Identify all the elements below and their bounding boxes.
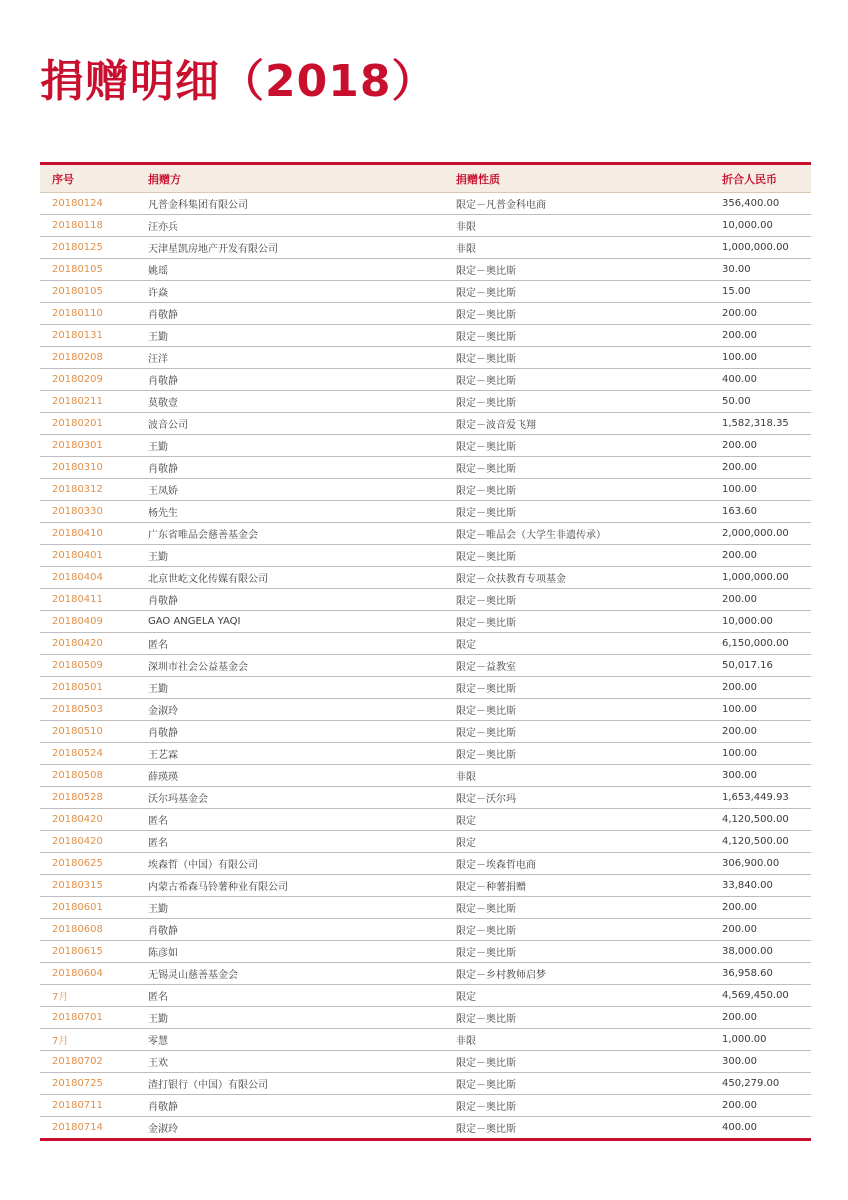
table-row	[40, 259, 811, 281]
cell-donor: 王欢	[136, 1051, 444, 1073]
cell-nature: 限定－奥比斯	[444, 479, 710, 501]
cell-nature: 限定	[444, 633, 710, 655]
table-row	[40, 985, 811, 1007]
cell-amount: 4,120,500.00	[710, 831, 811, 853]
table-row	[40, 1051, 811, 1073]
cell-donor: 王艺霖	[136, 743, 444, 765]
cell-amount: 33,840.00	[710, 875, 811, 897]
cell-donor: 王勤	[136, 897, 444, 919]
table-row	[40, 1073, 811, 1095]
cell-nature: 限定－奥比斯	[444, 303, 710, 325]
cell-serial: 20180501	[40, 677, 136, 699]
cell-amount: 200.00	[710, 303, 811, 325]
table-row	[40, 743, 811, 765]
cell-nature: 限定－奥比斯	[444, 347, 710, 369]
cell-serial: 20180315	[40, 875, 136, 897]
cell-nature: 限定－奥比斯	[444, 501, 710, 523]
column-header-nature: 捐赠性质	[444, 165, 710, 193]
column-header-serial: 序号	[40, 165, 136, 193]
cell-donor: 匿名	[136, 633, 444, 655]
cell-serial: 20180528	[40, 787, 136, 809]
cell-amount: 200.00	[710, 721, 811, 743]
column-header-donor: 捐赠方	[136, 165, 444, 193]
cell-nature: 限定－种薯捐赠	[444, 875, 710, 897]
cell-serial: 7月	[40, 1029, 136, 1051]
cell-serial: 20180503	[40, 699, 136, 721]
donation-table	[40, 162, 811, 1141]
cell-donor: 匿名	[136, 809, 444, 831]
cell-donor: 陈彦如	[136, 941, 444, 963]
cell-donor: 肖敬静	[136, 589, 444, 611]
cell-donor: 肖敬静	[136, 721, 444, 743]
cell-serial: 20180124	[40, 193, 136, 215]
table-row	[40, 589, 811, 611]
cell-nature: 限定－埃森哲电商	[444, 853, 710, 875]
cell-donor: 广东省唯品会慈善基金会	[136, 523, 444, 545]
cell-nature: 非限	[444, 765, 710, 787]
cell-nature: 限定－波音爱飞翔	[444, 413, 710, 435]
cell-amount: 1,582,318.35	[710, 413, 811, 435]
table-row	[40, 897, 811, 919]
cell-nature: 限定－奥比斯	[444, 259, 710, 281]
table-row	[40, 1007, 811, 1029]
cell-nature: 限定－奥比斯	[444, 391, 710, 413]
cell-serial: 20180209	[40, 369, 136, 391]
table-row	[40, 325, 811, 347]
cell-amount: 1,000,000.00	[710, 237, 811, 259]
cell-serial: 20180105	[40, 281, 136, 303]
cell-nature: 限定－益教室	[444, 655, 710, 677]
cell-amount: 1,000,000.00	[710, 567, 811, 589]
table-row	[40, 963, 811, 985]
table-row	[40, 1117, 811, 1139]
cell-nature: 限定－奥比斯	[444, 1007, 710, 1029]
cell-amount: 100.00	[710, 699, 811, 721]
table-row	[40, 303, 811, 325]
cell-nature: 限定－奥比斯	[444, 897, 710, 919]
cell-nature: 限定－奥比斯	[444, 743, 710, 765]
cell-serial: 20180110	[40, 303, 136, 325]
cell-serial: 20180410	[40, 523, 136, 545]
cell-serial: 20180211	[40, 391, 136, 413]
cell-serial: 20180312	[40, 479, 136, 501]
table-row	[40, 1095, 811, 1117]
cell-donor: 深圳市社会公益基金会	[136, 655, 444, 677]
cell-amount: 200.00	[710, 1007, 811, 1029]
cell-amount: 6,150,000.00	[710, 633, 811, 655]
cell-donor: 薛瑛瑛	[136, 765, 444, 787]
cell-serial: 20180711	[40, 1095, 136, 1117]
cell-donor: 天津星凯房地产开发有限公司	[136, 237, 444, 259]
table-row	[40, 875, 811, 897]
cell-nature: 限定－奥比斯	[444, 1095, 710, 1117]
cell-serial: 20180420	[40, 809, 136, 831]
cell-amount: 200.00	[710, 1095, 811, 1117]
table-row	[40, 699, 811, 721]
cell-amount: 10,000.00	[710, 215, 811, 237]
cell-serial: 20180601	[40, 897, 136, 919]
cell-amount: 200.00	[710, 457, 811, 479]
cell-serial: 20180301	[40, 435, 136, 457]
cell-serial: 20180131	[40, 325, 136, 347]
cell-serial: 20180420	[40, 831, 136, 853]
cell-donor: 匿名	[136, 985, 444, 1007]
cell-donor: 王勤	[136, 325, 444, 347]
cell-amount: 200.00	[710, 325, 811, 347]
cell-donor: 内蒙古希森马铃薯种业有限公司	[136, 875, 444, 897]
column-header-amount: 折合人民币	[710, 165, 811, 193]
table-row	[40, 633, 811, 655]
cell-nature: 限定－唯品会（大学生非遗传承）	[444, 523, 710, 545]
cell-amount: 38,000.00	[710, 941, 811, 963]
table-row	[40, 941, 811, 963]
cell-serial: 20180401	[40, 545, 136, 567]
table-row	[40, 655, 811, 677]
cell-donor: 肖敬静	[136, 919, 444, 941]
cell-nature: 限定－奥比斯	[444, 281, 710, 303]
cell-nature: 限定－奥比斯	[444, 721, 710, 743]
cell-amount: 450,279.00	[710, 1073, 811, 1095]
cell-nature: 限定－奥比斯	[444, 457, 710, 479]
cell-serial: 20180125	[40, 237, 136, 259]
table-row	[40, 523, 811, 545]
cell-serial: 20180420	[40, 633, 136, 655]
cell-donor: 肖敬静	[136, 457, 444, 479]
table-row	[40, 215, 811, 237]
table-row	[40, 281, 811, 303]
cell-nature: 限定	[444, 831, 710, 853]
table-row	[40, 435, 811, 457]
cell-serial: 20180625	[40, 853, 136, 875]
cell-amount: 1,000.00	[710, 1029, 811, 1051]
cell-nature: 非限	[444, 1029, 710, 1051]
cell-amount: 4,120,500.00	[710, 809, 811, 831]
cell-nature: 限定－凡普金科电商	[444, 193, 710, 215]
cell-nature: 限定－奥比斯	[444, 611, 710, 633]
cell-nature: 限定－奥比斯	[444, 545, 710, 567]
table-row	[40, 193, 811, 215]
cell-serial: 20180604	[40, 963, 136, 985]
table-bottom-rule	[40, 1138, 811, 1141]
cell-nature: 限定－奥比斯	[444, 941, 710, 963]
cell-donor: 许焱	[136, 281, 444, 303]
table-body	[40, 193, 811, 1139]
cell-serial: 7月	[40, 985, 136, 1007]
table-row	[40, 1029, 811, 1051]
cell-amount: 2,000,000.00	[710, 523, 811, 545]
cell-donor: GAO ANGELA YAQI	[136, 611, 444, 633]
cell-nature: 限定	[444, 985, 710, 1007]
cell-serial: 20180510	[40, 721, 136, 743]
cell-donor: 莫敬壹	[136, 391, 444, 413]
cell-donor: 无锡灵山慈善基金会	[136, 963, 444, 985]
cell-amount: 100.00	[710, 479, 811, 501]
table-row	[40, 721, 811, 743]
cell-donor: 埃森哲（中国）有限公司	[136, 853, 444, 875]
cell-serial: 20180608	[40, 919, 136, 941]
cell-nature: 限定－奥比斯	[444, 325, 710, 347]
cell-amount: 356,400.00	[710, 193, 811, 215]
cell-amount: 50.00	[710, 391, 811, 413]
cell-donor: 金淑玲	[148, 1124, 178, 1135]
cell-amount: 50,017.16	[710, 655, 811, 677]
cell-donor: 王勤	[136, 545, 444, 567]
cell-amount: 4,569,450.00	[710, 985, 811, 1007]
cell-amount: 200.00	[710, 589, 811, 611]
cell-serial: 20180615	[40, 941, 136, 963]
cell-donor: 姚瑶	[136, 259, 444, 281]
cell-amount: 400.00	[722, 1122, 757, 1133]
cell-serial: 20180201	[40, 413, 136, 435]
cell-donor: 汪亦兵	[136, 215, 444, 237]
table-row	[40, 347, 811, 369]
cell-donor: 肖敬静	[136, 1095, 444, 1117]
cell-donor: 波音公司	[136, 413, 444, 435]
table-row	[40, 567, 811, 589]
cell-donor: 金淑玲	[136, 699, 444, 721]
cell-nature: 限定－乡村教师启梦	[444, 963, 710, 985]
cell-amount: 15.00	[710, 281, 811, 303]
cell-nature: 限定－奥比斯	[444, 919, 710, 941]
table-row	[40, 831, 811, 853]
cell-serial: 20180118	[40, 215, 136, 237]
cell-amount: 36,958.60	[710, 963, 811, 985]
table-row	[40, 853, 811, 875]
cell-nature: 非限	[444, 237, 710, 259]
cell-serial: 20180509	[40, 655, 136, 677]
cell-amount: 306,900.00	[710, 853, 811, 875]
table-row	[40, 369, 811, 391]
cell-amount: 300.00	[710, 765, 811, 787]
cell-nature: 限定－奥比斯	[444, 699, 710, 721]
cell-amount: 100.00	[710, 347, 811, 369]
table-row	[40, 237, 811, 259]
cell-nature: 限定－奥比斯	[456, 1124, 516, 1135]
cell-nature: 限定	[444, 809, 710, 831]
cell-serial: 20180524	[40, 743, 136, 765]
cell-donor: 零慧	[136, 1029, 444, 1051]
cell-serial: 20180411	[40, 589, 136, 611]
cell-nature: 限定－奥比斯	[444, 677, 710, 699]
cell-donor: 匿名	[136, 831, 444, 853]
page-title: 捐赠明细（2018）	[40, 56, 437, 107]
cell-nature: 非限	[444, 215, 710, 237]
cell-serial: 20180714	[52, 1122, 103, 1133]
cell-nature: 限定－奥比斯	[444, 1051, 710, 1073]
cell-amount: 200.00	[710, 545, 811, 567]
cell-serial: 20180725	[40, 1073, 136, 1095]
table-row	[40, 457, 811, 479]
cell-serial: 20180409	[40, 611, 136, 633]
cell-donor: 肖敬静	[136, 303, 444, 325]
cell-donor: 王勤	[136, 435, 444, 457]
table-row	[40, 919, 811, 941]
cell-serial: 20180702	[40, 1051, 136, 1073]
cell-amount: 1,653,449.93	[710, 787, 811, 809]
cell-donor: 王凤娇	[136, 479, 444, 501]
cell-donor: 汪洋	[136, 347, 444, 369]
cell-amount: 30.00	[710, 259, 811, 281]
cell-donor: 王勤	[136, 677, 444, 699]
table-row	[40, 479, 811, 501]
cell-serial: 20180404	[40, 567, 136, 589]
cell-amount: 200.00	[710, 677, 811, 699]
cell-serial: 20180330	[40, 501, 136, 523]
cell-serial: 20180310	[40, 457, 136, 479]
cell-nature: 限定－沃尔玛	[444, 787, 710, 809]
cell-donor: 杨先生	[136, 501, 444, 523]
table-row	[40, 413, 811, 435]
table-row	[40, 809, 811, 831]
cell-nature: 限定－奥比斯	[444, 435, 710, 457]
cell-serial: 20180105	[40, 259, 136, 281]
cell-amount: 10,000.00	[710, 611, 811, 633]
cell-serial: 20180508	[40, 765, 136, 787]
cell-donor: 肖敬静	[136, 369, 444, 391]
cell-donor: 北京世屹文化传媒有限公司	[136, 567, 444, 589]
table-row	[40, 545, 811, 567]
table-row	[40, 391, 811, 413]
cell-nature: 限定－奥比斯	[444, 369, 710, 391]
cell-nature: 限定－众扶教育专项基金	[444, 567, 710, 589]
table-row	[40, 677, 811, 699]
table-row	[40, 787, 811, 809]
cell-donor: 王勤	[136, 1007, 444, 1029]
table-row	[40, 611, 811, 633]
cell-amount: 300.00	[710, 1051, 811, 1073]
cell-nature: 限定－奥比斯	[444, 589, 710, 611]
cell-donor: 沃尔玛基金会	[136, 787, 444, 809]
cell-amount: 163.60	[710, 501, 811, 523]
cell-amount: 200.00	[710, 897, 811, 919]
table-row	[40, 501, 811, 523]
cell-amount: 100.00	[710, 743, 811, 765]
cell-donor: 凡普金科集团有限公司	[136, 193, 444, 215]
cell-amount: 400.00	[710, 369, 811, 391]
cell-nature: 限定－奥比斯	[444, 1073, 710, 1095]
cell-serial: 20180208	[40, 347, 136, 369]
table-row	[40, 765, 811, 787]
table-header-row	[40, 165, 811, 193]
cell-amount: 200.00	[710, 435, 811, 457]
cell-serial: 20180701	[40, 1007, 136, 1029]
cell-amount: 200.00	[710, 919, 811, 941]
cell-donor: 渣打银行（中国）有限公司	[136, 1073, 444, 1095]
